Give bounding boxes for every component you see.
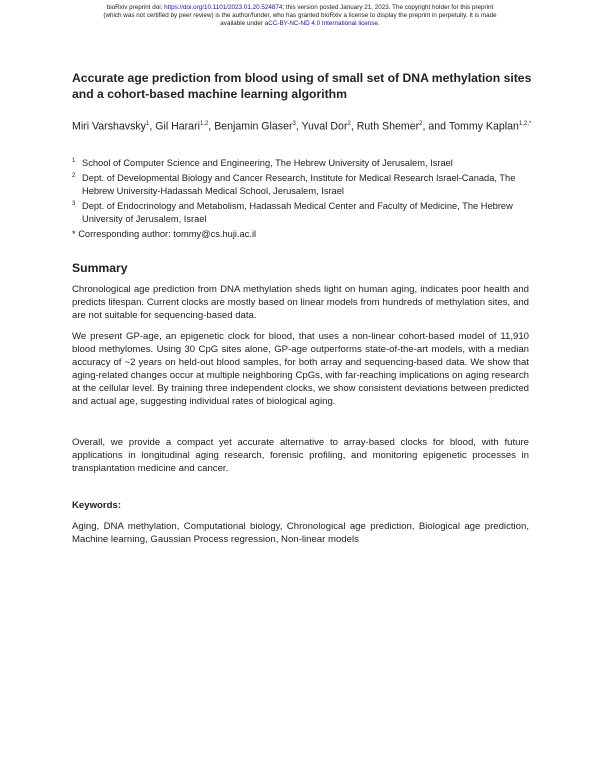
- author-affiliation-marker: 1,2,*: [518, 121, 532, 127]
- summary-paragraph: Chronological age prediction from DNA methylation sheds light on human aging, indicates poor health and predicts lifespan. Current clocks are mostly based on linear models from hundreds of methylation sites, and are not suitable for sequencing-based data.: [72, 284, 529, 322]
- preprint-doi-prefix: bioRxiv preprint doi:: [106, 4, 165, 11]
- preprint-header-line-3: [40, 20, 560, 28]
- license-prefix: available under a: [220, 20, 269, 27]
- affiliation-item: [72, 172, 532, 197]
- author-separator: ,: [295, 120, 302, 133]
- affiliation-number: 3: [72, 201, 76, 208]
- author-name: Miri Varshavsky: [72, 120, 146, 133]
- author-separator: ,: [350, 120, 357, 133]
- affiliation-item: [72, 157, 532, 170]
- affiliation-text: Dept. of Endocrinology and Metabolism, Hadassah Medical Center and Faculty of Medicine, The Hebrew University of Jerusalem, Israel: [82, 201, 513, 224]
- doi-link[interactable]: https://doi.org/10.1101/2023.01.20.524874: [164, 4, 283, 11]
- author-separator: ,: [208, 120, 215, 133]
- affiliation-text: Dept. of Developmental Biology and Cancer Research, Institute for Medical Research Israel-Canada, The Hebrew University-Hadassah Medical School, Jerusalem, Israel: [82, 173, 516, 196]
- preprint-header-line-2: (which was not certified by peer review) is the author/funder, who has granted bioRxiv a license to display the preprint in perpetuity. It is made: [103, 12, 497, 19]
- summary-heading: Summary: [72, 261, 128, 275]
- author-affiliation-marker: 2: [419, 121, 423, 127]
- paper-title: Accurate age prediction from blood using of small set of DNA methylation sites and a cohort-based machine learning algorithm: [72, 71, 532, 101]
- affiliation-number: 2: [72, 173, 76, 180]
- affiliation-number: 1: [72, 158, 76, 164]
- affiliation-list: [72, 157, 532, 241]
- summary-paragraph: Overall, we provide a compact yet accurate alternative to array-based clocks for blood, with future applications in longitudinal aging research, forensic profiling, and monitoring epigenetic processes in transplantation medicine and cancer.: [72, 437, 529, 475]
- author-name: Gil Harari: [155, 120, 200, 133]
- author-affiliation-marker: 2: [347, 121, 351, 127]
- author-list: [72, 117, 532, 135]
- author-affiliation-marker: 1: [145, 121, 150, 127]
- license-suffix: .: [377, 20, 380, 27]
- author-name: Tommy Kaplan: [448, 120, 519, 133]
- author-separator: ,: [149, 120, 156, 133]
- keywords-list: Aging, DNA methylation, Computational biology, Chronological age prediction, Biological age prediction, Machine learning, Gaussian Process regression, Non-linear models: [72, 521, 529, 546]
- author-affiliation-marker: 1,2: [199, 121, 209, 127]
- preprint-header: [40, 4, 560, 28]
- affiliation-text: School of Computer Science and Engineering, The Hebrew University of Jerusalem, Israel: [82, 158, 453, 168]
- affiliation-item: [72, 200, 532, 225]
- preprint-header-line-1: [40, 4, 560, 12]
- author-name: Benjamin Glaser: [214, 120, 293, 133]
- author-name: Yuval Dor: [301, 120, 348, 133]
- corresponding-author: * Corresponding author: tommy@cs.huji.ac.il: [72, 229, 257, 240]
- author-name: Ruth Shemer: [356, 120, 420, 133]
- summary-paragraph: We present GP-age, an epigenetic clock for blood, that uses a non-linear cohort-based model of 11,910 blood methylomes. Using 30 CpG sites alone, GP-age outperforms state-of-the-art models, with a median accuracy of ~2 years on held-out blood samples, for both array and sequencing-based data. We show that aging-related changes occur at multiple neighboring CpGs, with far-reaching implications on aging research at the cellular level. By training three independent clocks, we show consistent deviations between predicted and actual age, suggesting individual rates of biological aging.: [72, 331, 529, 408]
- author-separator: , and: [422, 120, 449, 133]
- preprint-header-suffix: ; this version posted January 21, 2023. The copyright holder for this preprint: [282, 4, 494, 11]
- license-link[interactable]: CC-BY-NC-ND 4.0 International license: [268, 20, 378, 27]
- author-affiliation-marker: 3: [292, 121, 296, 127]
- keywords-heading: Keywords:: [72, 500, 122, 511]
